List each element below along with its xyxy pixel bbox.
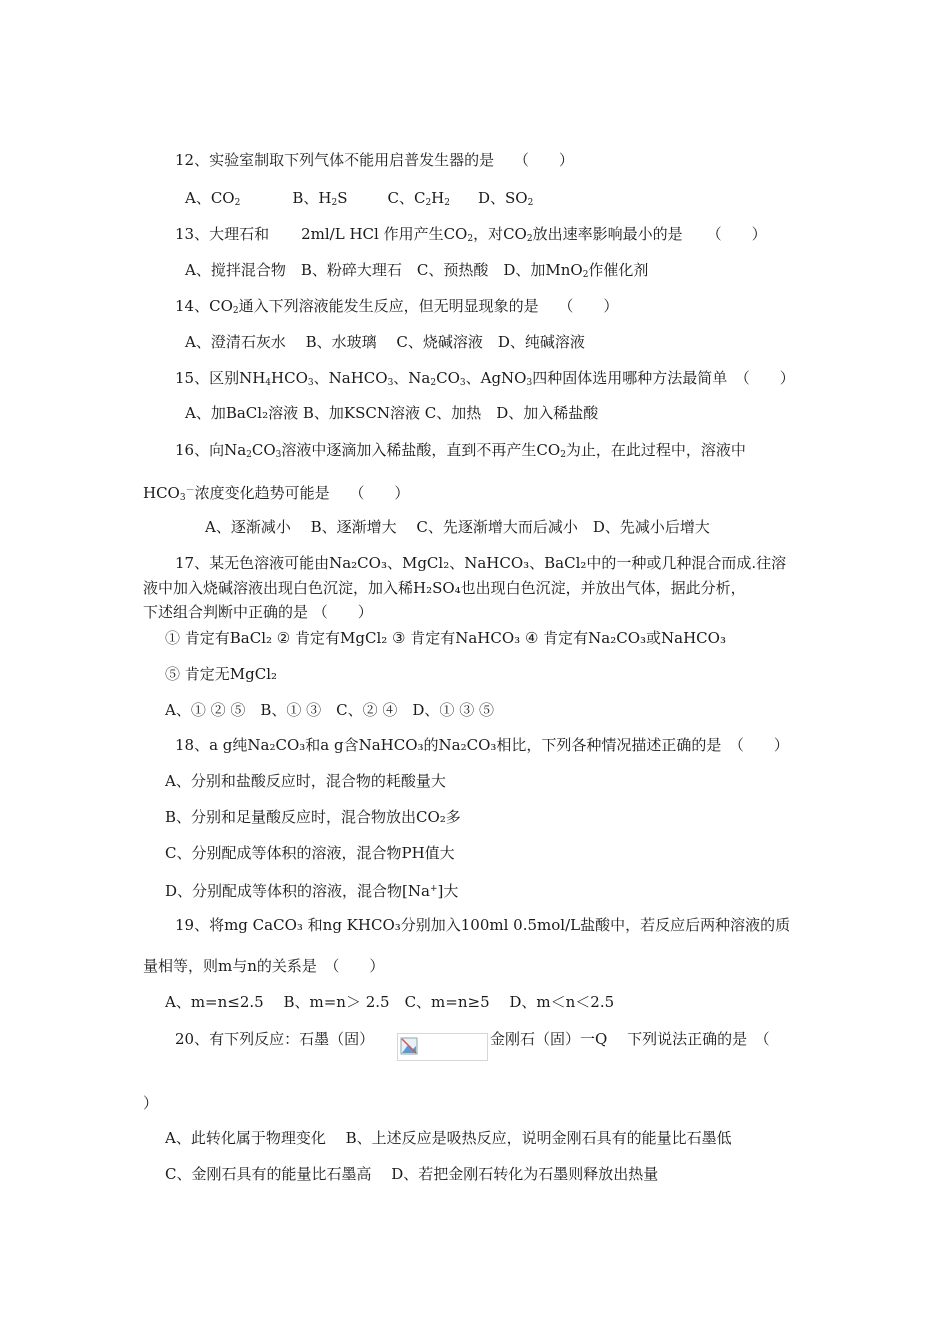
q18-option-c: C、分别配成等体积的溶液，混合物PH值大 xyxy=(165,844,455,862)
q15-options: A、加BaCl₂溶液 B、加KSCN溶液 C、加热 D、加入稀盐酸 xyxy=(185,404,599,422)
q20-stem: 20、有下列反应：石墨（固） xyxy=(175,1030,375,1048)
q13-stem: 13、大理石和 2ml/L HCl 作用产生$CO_2$，对$CO_2$放出速率影响最小的是 （ ） xyxy=(175,225,767,244)
q19-stem: 19、将mg CaCO₃ 和ng KHCO₃分别加入100ml 0.5mol/L盐酸中，若反应后两种溶液的质 xyxy=(175,916,791,934)
q20-stem-cont: ） xyxy=(143,1094,159,1112)
q18-option-b: B、分别和足量酸反应时，混合物放出CO₂多 xyxy=(165,808,461,826)
q14-options: A、澄清石灰水 B、水玻璃 C、烧碱溶液 D、纯碱溶液 xyxy=(185,333,585,351)
q15-stem: 15、区别$NH_4HCO_3$、NaHCO$_3$、$Na_2CO_3$、AgNO$_3$四种固体选用哪种方法最简单 （ ） xyxy=(175,369,795,388)
q19-stem-cont: 量相等，则m与n的关系是 （ ） xyxy=(143,957,385,975)
q18-stem: 18、a g纯Na₂CO₃和a g含NaHCO₃的Na₂CO₃相比，下列各种情况描述正确的是 （ ） xyxy=(175,736,789,754)
q17-stem: 17、某无色溶液可能由Na₂CO₃、MgCl₂、NaHCO₃、BaCl₂中的一种或几种混合而成.往溶 xyxy=(175,554,787,572)
q18-option-d: D、分别配成等体积的溶液，混合物[Na+]大 xyxy=(165,882,459,900)
q17-statements-1: ① 肯定有BaCl₂ ② 肯定有MgCl₂ ③ 肯定有NaHCO₃ ④ 肯定有Na₂CO₃或NaHCO₃ xyxy=(165,629,726,647)
q19-options: A、m=n≤2.5 B、m=n＞ 2.5 C、m=n≥5 D、m＜n＜2.5 xyxy=(165,993,615,1011)
q12-stem: 12、实验室制取下列气体不能用启普发生器的是 （ ） xyxy=(175,151,574,169)
q13-options: A、搅拌混合物 B、粉碎大理石 C、预热酸 D、加MnO$_2$作催化剂 xyxy=(185,261,649,280)
q20-options-ab: A、此转化属于物理变化 B、上述反应是吸热反应，说明金刚石具有的能量比石墨低 xyxy=(165,1129,732,1147)
q14-stem: 14、$CO_2$通入下列溶液能发生反应，但无明显现象的是 （ ） xyxy=(175,297,619,316)
q18-option-a: A、分别和盐酸反应时，混合物的耗酸量大 xyxy=(165,772,446,790)
q20-stem-tail: 金刚石（固）一Q 下列说法正确的是 （ xyxy=(490,1030,770,1048)
broken-image-icon xyxy=(397,1033,488,1061)
q17-options: A、① ② ⑤ B、① ③ C、② ④ D、① ③ ⑤ xyxy=(165,701,494,719)
q17-stem-cont1: 液中加入烧碱溶液出现白色沉淀，加入稀H₂SO₄也出现白色沉淀，并放出气体，据此分析， xyxy=(143,579,746,597)
q17-statements-2: ⑤ 肯定无MgCl₂ xyxy=(165,665,278,683)
q20-options-cd: C、金刚石具有的能量比石墨高 D、若把金刚石转化为石墨则释放出热量 xyxy=(165,1165,659,1183)
q17-stem-cont2: 下述组合判断中正确的是 （ ） xyxy=(143,603,373,621)
q16-options: A、逐渐减小 B、逐渐增大 C、先逐渐增大而后减小 D、先减小后增大 xyxy=(205,518,710,536)
q16-stem: 16、向$Na_2CO_3$溶液中逐滴加入稀盐酸，直到不再产生$CO_2$为止，在此过程中，溶液中 xyxy=(175,441,746,460)
q16-stem-cont: $HCO_3^-$浓度变化趋势可能是 （ ） xyxy=(143,484,410,503)
q12-options: A、$CO_2$ B、$H_2S$ C、$C_2H_2$ D、$SO_2$ xyxy=(185,189,534,208)
